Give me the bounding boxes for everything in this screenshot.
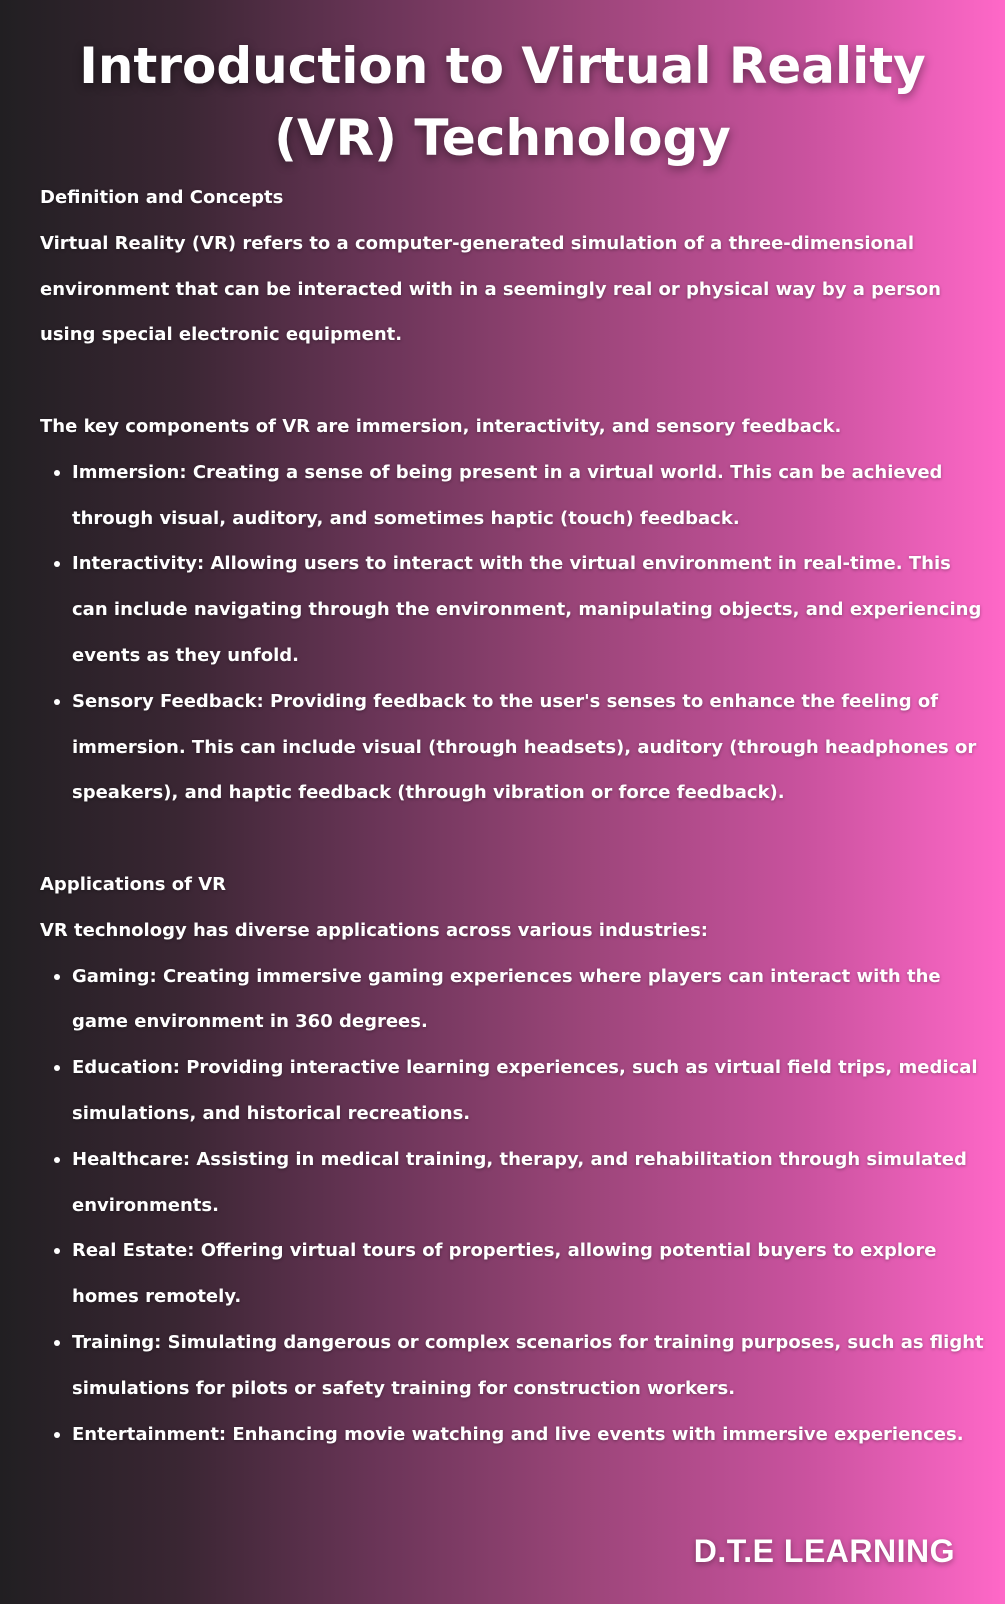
- list-item: Gaming: Creating immersive gaming experiences where players can interact with the game environment in 360 degrees.: [72, 954, 985, 1046]
- section-heading-definition: Definition and Concepts: [40, 187, 284, 208]
- document-body: [40, 175, 985, 1457]
- title-line-2: (VR) Technology: [274, 109, 731, 167]
- components-intro: The key components of VR are immersion, interactivity, and sensory feedback.: [40, 415, 842, 437]
- list-item: Sensory Feedback: Providing feedback to the user's senses to enhance the feeling of immersion. This can include visual (through headsets), auditory (through headphones or speakers), and haptic feedback (through vibration or force feedback).: [72, 679, 985, 816]
- components-list: [40, 450, 985, 816]
- list-item: Training: Simulating dangerous or complex scenarios for training purposes, such as flight simulations for pilots or safety training for construction workers.: [72, 1320, 985, 1412]
- section-heading-applications: Applications of VR: [40, 873, 227, 895]
- list-item: Interactivity: Allowing users to interact with the virtual environment in real-time. This can include navigating through the environment, manipulating objects, and experiencing events as they unfold.: [72, 541, 985, 678]
- list-item: Healthcare: Assisting in medical training, therapy, and rehabilitation through simulated environments.: [72, 1137, 985, 1229]
- applications-list: [40, 954, 985, 1458]
- title-line-1: Introduction to Virtual Reality: [79, 37, 926, 95]
- brand-logo-text: D.T.E LEARNING: [693, 1533, 955, 1569]
- definition-paragraph: Virtual Reality (VR) refers to a computer-generated simulation of a three-dimensional environment that can be interacted with in a seemingly real or physical way by a person using special electronic equipment.: [40, 232, 941, 346]
- list-item: Immersion: Creating a sense of being present in a virtual world. This can be achieved through visual, auditory, and sometimes haptic (touch) feedback.: [72, 450, 985, 542]
- list-item: Education: Providing interactive learning experiences, such as virtual field trips, medical simulations, and historical recreations.: [72, 1045, 985, 1137]
- spacer: [40, 816, 985, 862]
- applications-intro: VR technology has diverse applications across various industries:: [40, 919, 708, 941]
- spacer: [40, 358, 985, 404]
- list-item: Entertainment: Enhancing movie watching and live events with immersive experiences.: [72, 1412, 985, 1458]
- page-title: [0, 30, 1005, 174]
- list-item: Real Estate: Offering virtual tours of properties, allowing potential buyers to explore homes remotely.: [72, 1228, 985, 1320]
